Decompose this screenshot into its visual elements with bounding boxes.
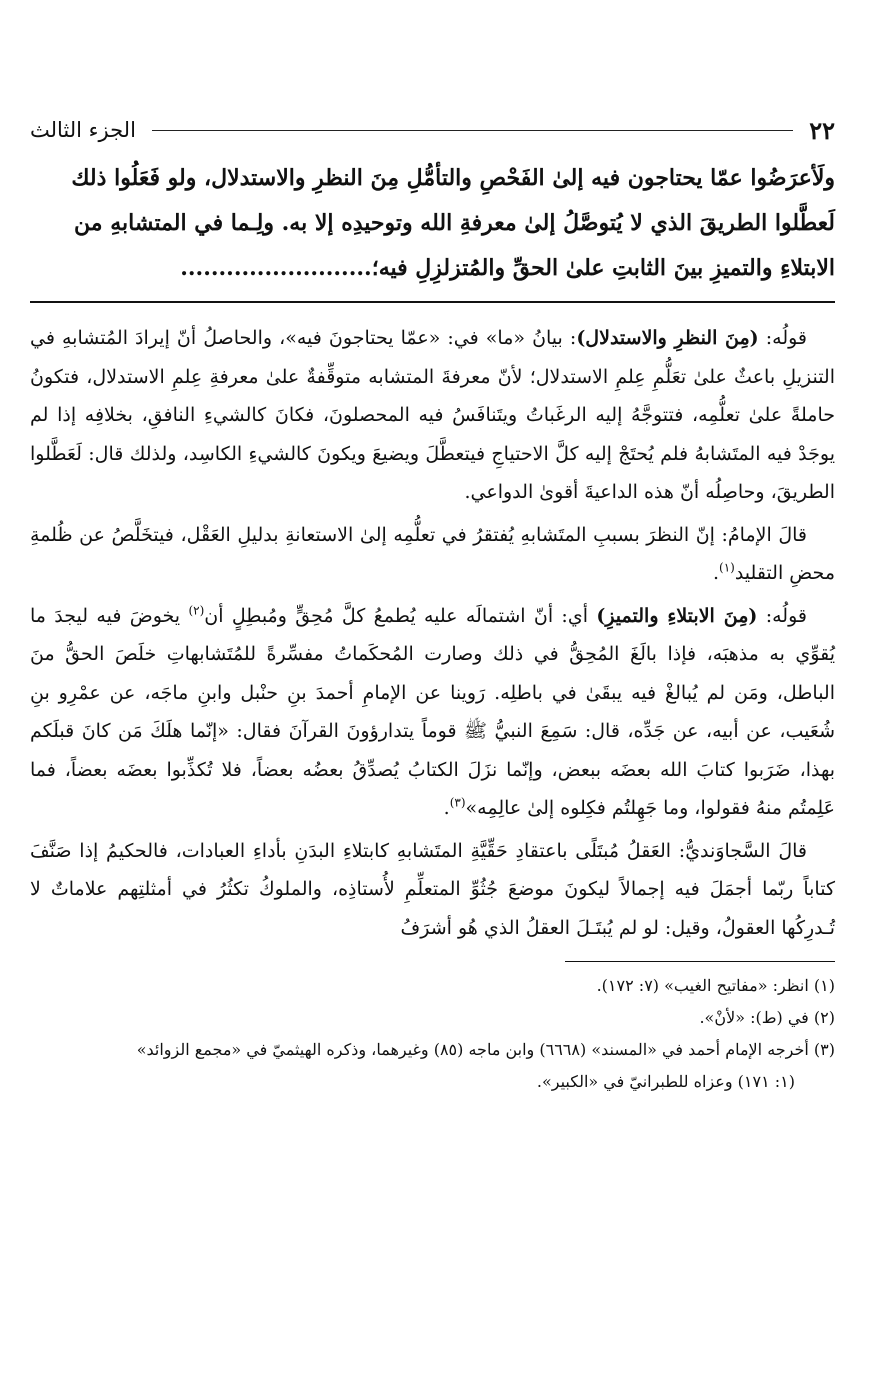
paragraph-text: قالَ السَّجاوَنديُّ: العَقلُ مُبتَلًى باعتقادِ حَقِّيَّةِ المتَشابهِ كابتلاءِ البدَنِ بأداءِ العبادات، فالحكيمُ إذا صَنَّفَ كتاباً ربّما أجمَلَ فيه إجمالاً ليكونَ موضعَ جُثُوِّ المتعلِّمِ لأُستاذِه، والملوكُ تكثُرُ في أمثلتِهم علاماتٌ لا تُـدرِكُها العقولُ، وقيل: لو لم يُبتَـلَ العقلُ الذي هُو أشرَفُ	[30, 839, 835, 939]
book-page	[30, 112, 835, 1393]
quoted-phrase: (مِنَ الابتلاءِ والتميزِ)	[596, 604, 758, 627]
header-rule	[152, 130, 793, 131]
footnote-ref[interactable]: (١)	[719, 560, 735, 575]
running-header	[30, 112, 835, 148]
footnote-continuation: (١: ١٧١) وعزاه للطبرانيّ في «الكبير».	[536, 1072, 795, 1091]
commentary-paragraph	[30, 319, 835, 512]
page-number: ٢٢	[809, 115, 835, 145]
ellipsis-dots: .........................	[180, 255, 372, 281]
paragraph-text: يخوضَ فيه ليجدَ ما يُقوِّي به مذهبَه، فإذا بالَغَ المُحِقُّ في ذلك وصارت المُحكَماتُ مفسِّرةً للمُتَشابهاتِ خلَصَ الحقُّ منَ الباطل، ومَن لم يُبالغْ فيه يبقَىٰ في باطلِه. رَوينا عن الإمامِ أحمدَ بنِ حنْبل وابنِ ماجَه، عن عمْرِو بنِ شُعَيب، عن أبيه، عن جَدِّه، قال: سَمِعَ النبيُّ ﷺ قوماً يتدارؤونَ القرآنَ فقال: «إنّما هلَكَ مَن كانَ قبلَكم بهذا، ضَرَبوا كتابَ الله بعضَه ببعض، وإنّما نزَلَ الكتابُ يُصدِّقُ بعضُه بعضاً، فلا تُكذِّبوا بعضَه بعضاً، فما عَلِمتُم منهُ فقولوا، وما جَهِلتُم فكِلوه إلىٰ عالِمِه»	[30, 604, 835, 819]
paragraph-text: أي: أنّ اشتمالَه عليه يُطمعُ كلَّ مُحِقٍّ ومُبطِلٍ أن	[204, 604, 597, 627]
footnote-ref[interactable]: (٢)	[188, 603, 205, 618]
lead-word: قولُه:	[757, 604, 807, 627]
paragraph-end: .	[712, 562, 719, 584]
main-divider	[30, 301, 835, 303]
footnote: (٢) في (ط): «لأنْ».	[699, 1008, 835, 1027]
main-text-line	[30, 246, 835, 291]
commentary-paragraph	[30, 832, 835, 948]
commentary-paragraph	[30, 516, 835, 593]
footnote: (٣) أخرجه الإمام أحمد في «المسند» (٦٦٦٨) وابن ماجه (٨٥) وغيرهما، وذكره الهيثميّ في «مجمع الزوائد»	[136, 1040, 835, 1059]
quoted-phrase: (مِنَ النظرِ والاستدلال)	[576, 327, 759, 349]
paragraph-end: .	[443, 797, 450, 819]
paragraph-text: : بيانُ «ما» في: «عمّا يحتاجونَ فيه»، والحاصلُ أنّ إيرادَ المُتشابهِ في التنزيلِ باعثٌ علىٰ تعَلُّمِ عِلمِ الاستدلال؛ لأنّ معرفةَ المتشابه متوقِّفةٌ علىٰ معرفةِ عِلمِ الاستدلال، فتكونُ حاملةً علىٰ تعلُّمِه، فتتوجَّهُ إليه الرغَباتُ ويتَنافَسُ فيه المحصلونَ، فكانَ كالشيءِ النافقِ، بخلافِه إذا لم يوجَدْ فيه المتَشابهُ فلم يُحتَجْ إليه كلَّ الاحتياجِ فيتعطَّلَ ويضيعَ ويكونَ كالشيءِ الكاسِد، ولذلك قال: لَعَطَّلوا الطريقَ، وحاصِلُه أنّ هذه الداعيةَ أقوىٰ الدواعي.	[30, 327, 835, 503]
commentary	[30, 319, 835, 947]
main-text	[30, 156, 835, 291]
commentary-paragraph	[30, 597, 835, 828]
paragraph-text: قالَ الإمامُ: إنّ النظرَ بسببِ المتَشابهِ يُفتقرُ في تعلُّمِه إلىٰ الاستعانةِ بدليلِ العَقْل، فيتخَلَّصُ عن ظُلمةِ محضِ التقليد	[30, 523, 835, 584]
main-text-line-content: الابتلاءِ والتميزِ بينَ الثابتِ علىٰ الحقِّ والمُتزلزِلِ فيه؛	[371, 255, 835, 281]
footnotes	[30, 970, 835, 1098]
footnote-ref[interactable]: (٣)	[449, 795, 466, 810]
part-title: الجزء الثالث	[30, 118, 136, 142]
main-text-line: ولَأعرَضُوا عمّا يحتاجون فيه إلىٰ الفَحْصِ والتأمُّلِ مِنَ النظرِ والاستدلال، ولو فَعَلُوا ذلك	[71, 165, 835, 191]
footnote: (١) انظر: «مفاتيح الغيب» (٧: ١٧٢).	[596, 976, 835, 995]
main-text-line: لَعطَّلوا الطريقَ الذي لا يُتوصَّلُ إلىٰ معرفةِ الله وتوحيدِه إلا به. ولِـما في المتشابهِ من	[74, 210, 835, 236]
lead-word: قولُه:	[758, 327, 807, 349]
footnote-divider	[565, 961, 835, 962]
